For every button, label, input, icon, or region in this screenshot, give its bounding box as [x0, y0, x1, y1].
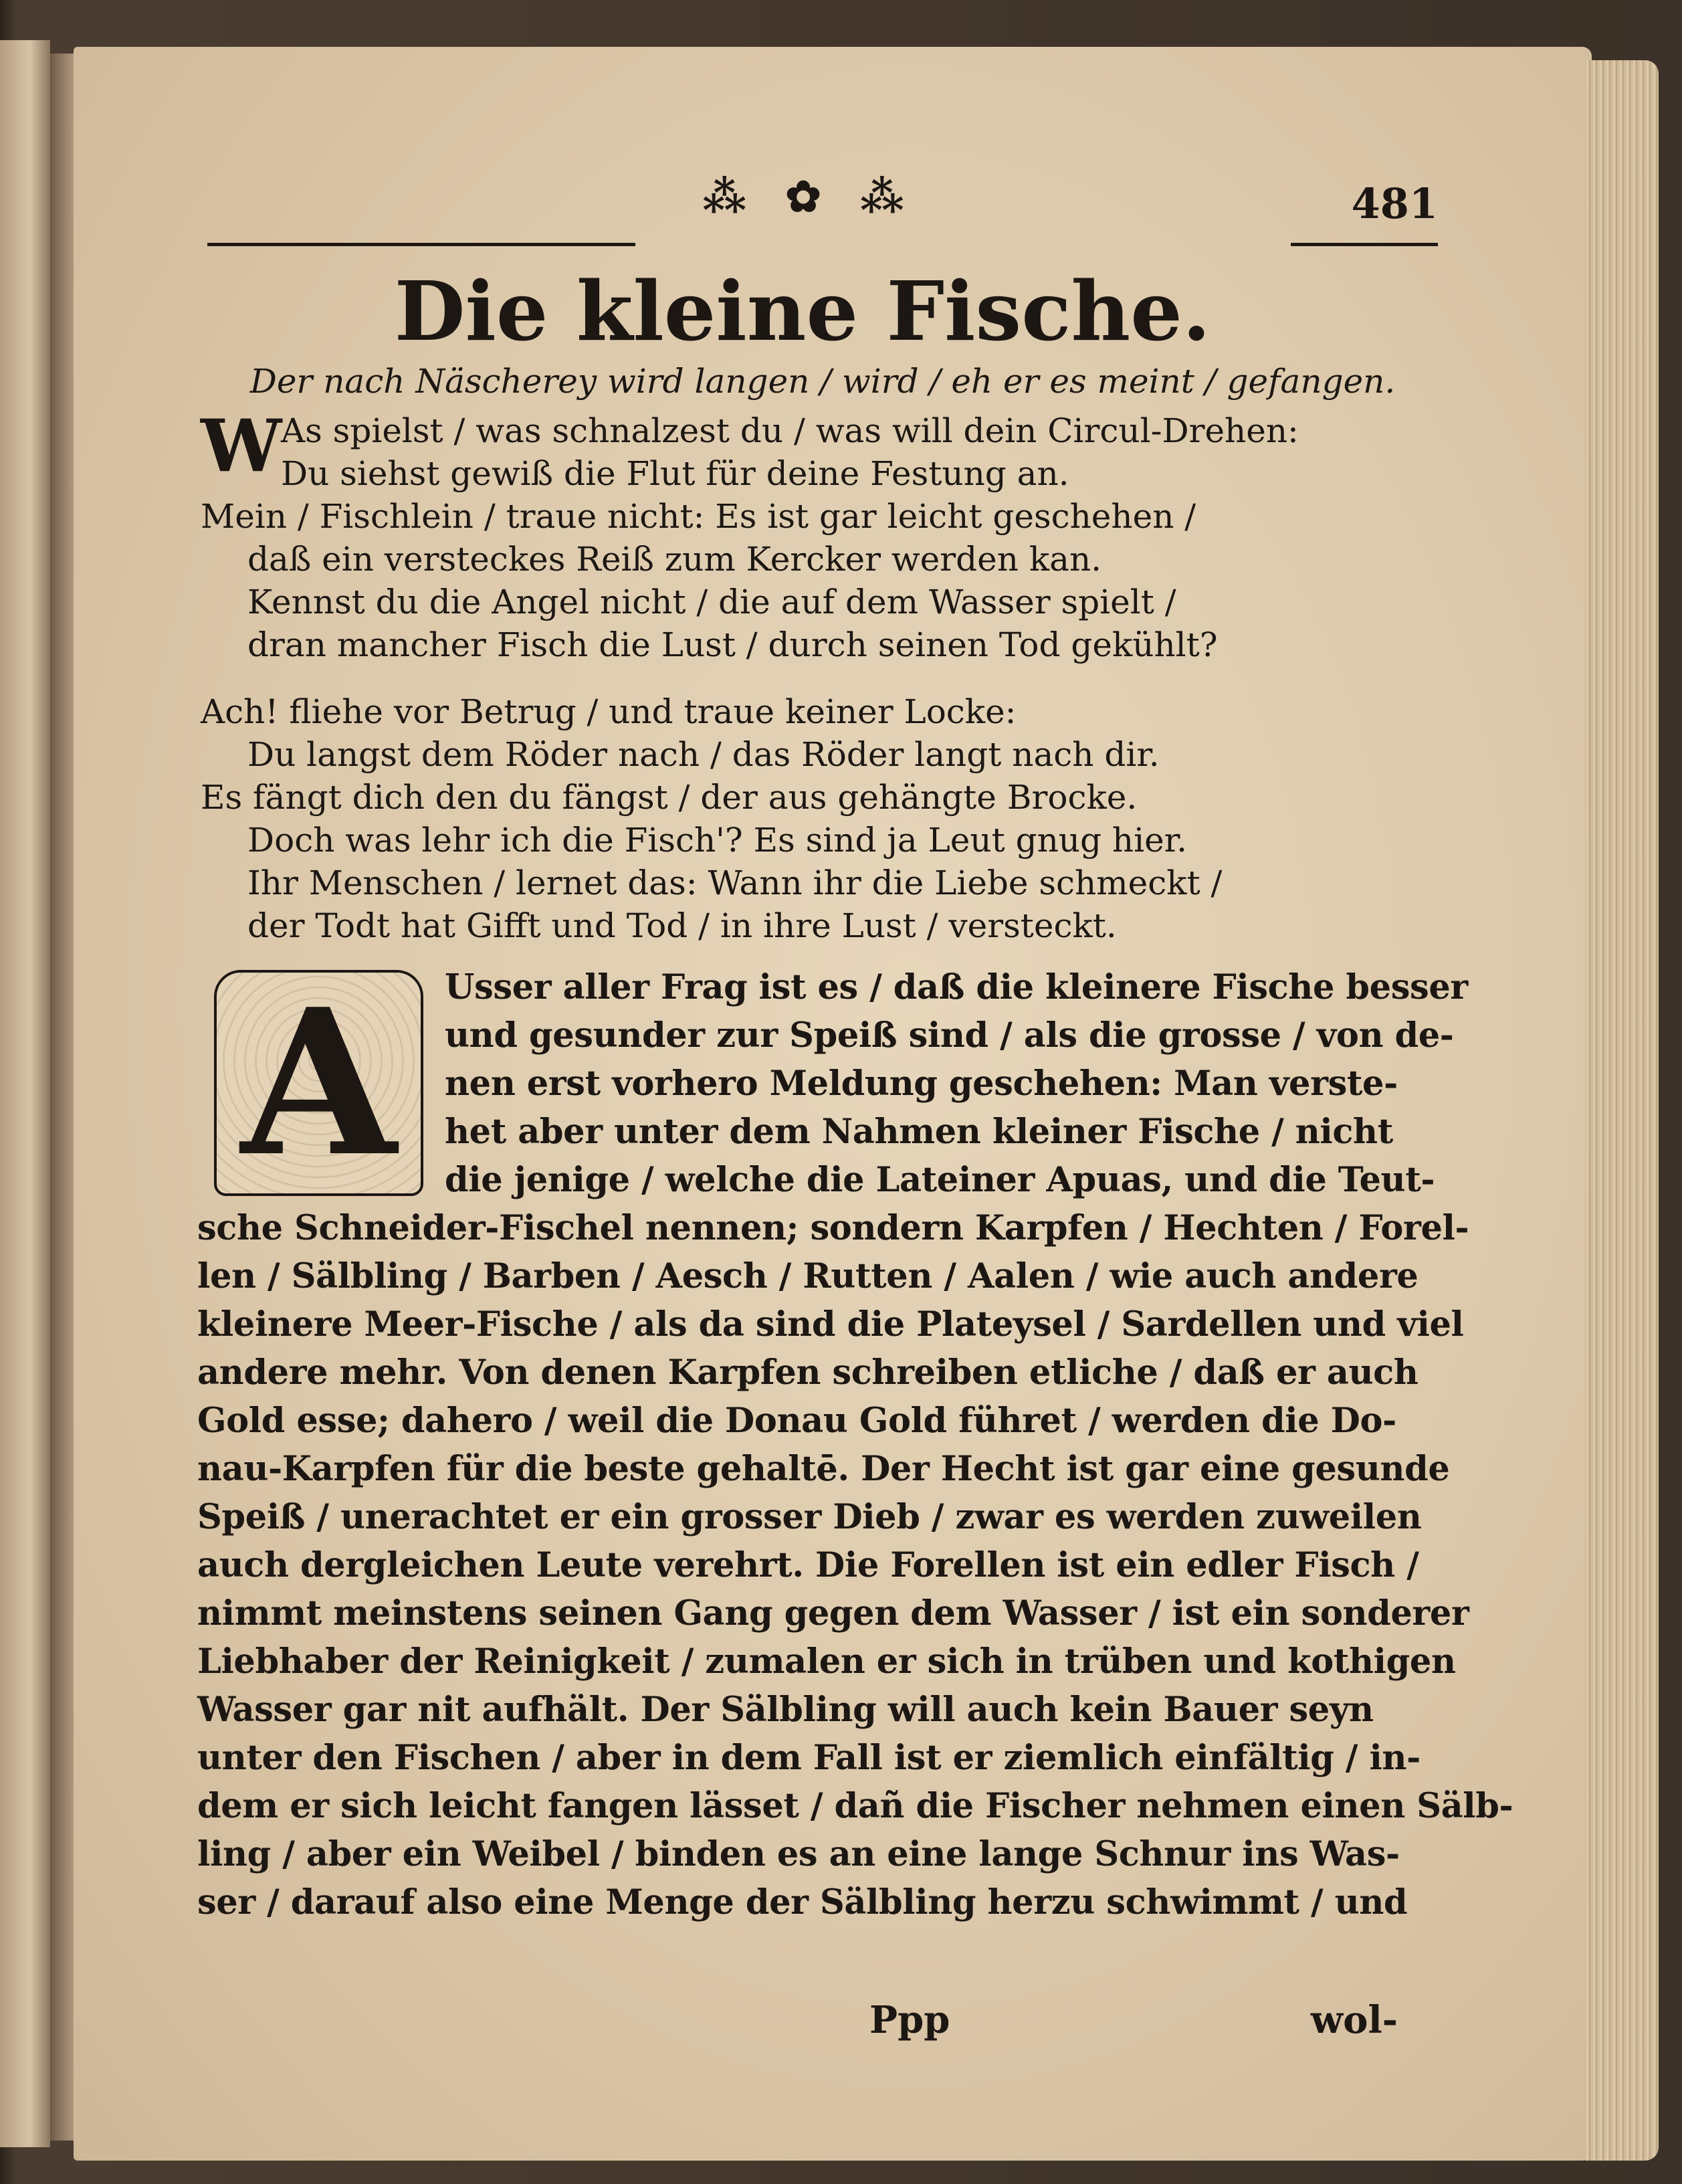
poem-line: Mein / Fischlein / traue nicht: Es ist gar leicht geschehen / [201, 497, 1196, 536]
head-rule-right [1291, 243, 1438, 246]
poem-line: Ach! fliehe vor Betrug / und traue keiner Locke: [201, 692, 1017, 731]
poem-line: Ihr Menschen / lernet das: Wann ihr die Liebe schmeckt / [247, 864, 1223, 902]
prose-line: het aber unter dem Nahmen kleiner Fische / nicht [445, 1112, 1393, 1152]
prose-line: nimmt meinstens seinen Gang gegen dem Wasser / ist ein sonderer [197, 1593, 1469, 1633]
prose-line: nau-Karpfen für die beste gehaltē. Der Hecht ist gar eine gesunde [197, 1449, 1450, 1489]
prose-line: unter den Fischen / aber in dem Fall ist er ziemlich einfältig / in- [197, 1738, 1421, 1778]
prose-line: und gesunder zur Speiß sind / als die grosse / von de- [445, 1015, 1454, 1056]
prose-line: Speiß / unerachtet er ein grosser Dieb / zwar es werden zuweilen [197, 1497, 1422, 1537]
prose-line: ling / aber ein Weibel / binden es an eine lange Schnur ins Was- [197, 1834, 1400, 1874]
poem-line: Doch was lehr ich die Fisch'? Es sind ja Leut gnug hier. [247, 821, 1187, 860]
poem-line: daß ein versteckes Reiß zum Kercker werden kan. [247, 540, 1102, 579]
poem-line: Es fängt dich den du fängst / der aus gehängte Brocke. [201, 778, 1138, 817]
poem-line: Kennst du die Angel nicht / die auf dem Wasser spielt / [247, 583, 1176, 621]
page-footer [201, 1993, 1398, 2047]
prose-line: Gold esse; dahero / weil die Donau Gold führet / werden die Do- [197, 1401, 1396, 1441]
poem-line: Du siehst gewiß die Flut für deine Festung an. [281, 454, 1069, 493]
poem [201, 404, 1418, 947]
prose-line: Usser aller Frag ist es / daß die kleinere Fische besser [445, 967, 1468, 1007]
chapter-title: Die kleine Fische. [394, 263, 1211, 359]
poem-line: dran mancher Fisch die Lust / durch seinen Tod gekühlt? [247, 625, 1218, 664]
head-rule-left [207, 243, 635, 246]
prose-line: ser / darauf also eine Menge der Sälbling herzu schwimmt / und [197, 1882, 1408, 1922]
poem-line: der Todt hat Gifft und Tod / in ihre Lust / versteckt. [247, 906, 1117, 945]
prose-line: Wasser gar nit aufhält. Der Sälbling will auch kein Bauer seyn [197, 1690, 1374, 1730]
prose-line: dem er sich leicht fangen lässet / dañ die Fischer nehmen einen Sälb- [197, 1786, 1513, 1826]
prose-line: len / Sälbling / Barben / Aesch / Rutten / Aalen / wie auch andere [197, 1256, 1418, 1296]
prose-line: nen erst vorhero Meldung geschehen: Man verste- [445, 1064, 1398, 1104]
prose-line: auch dergleichen Leute verehrt. Die Forellen ist ein edler Fisch / [197, 1545, 1419, 1585]
signature-mark: Ppp [869, 1998, 950, 2042]
prose-line: sche Schneider-Fischel nennen; sondern Karpfen / Hechten / Forel- [197, 1208, 1469, 1248]
running-head [207, 171, 1438, 231]
prose-line: Liebhaber der Reinigkeit / zumalen er sich in trüben und kothigen [197, 1642, 1456, 1682]
poem-line-text: As spielst / was schnalzest du / was will dein Circul-Drehen: [281, 411, 1299, 450]
decorated-initial-letter: A [241, 965, 397, 1201]
chapter-motto: Der nach Näscherey wird langen / wird / eh er es meint / gefangen. [249, 362, 1396, 401]
prose-line: die jenige / welche die Lateiner Apuas, und die Teut- [445, 1160, 1435, 1200]
decorated-initial [214, 965, 423, 1201]
prose-line: andere mehr. Von denen Karpfen schreiben etliche / daß er auch [197, 1353, 1418, 1393]
ornament-icon: ⁂ ✿ ⁂ [702, 172, 916, 222]
catchword: wol- [1310, 1998, 1398, 2042]
prose-body [197, 963, 1513, 1926]
poem-line: Du langst dem Röder nach / das Röder langt nach dir. [247, 735, 1160, 774]
page-number: 481 [1351, 179, 1438, 228]
stanza-gap [201, 666, 1418, 690]
prose-line: kleinere Meer-Fische / als da sind die Plateysel / Sardellen und viel [197, 1304, 1464, 1345]
poem-initial: W [201, 404, 282, 488]
